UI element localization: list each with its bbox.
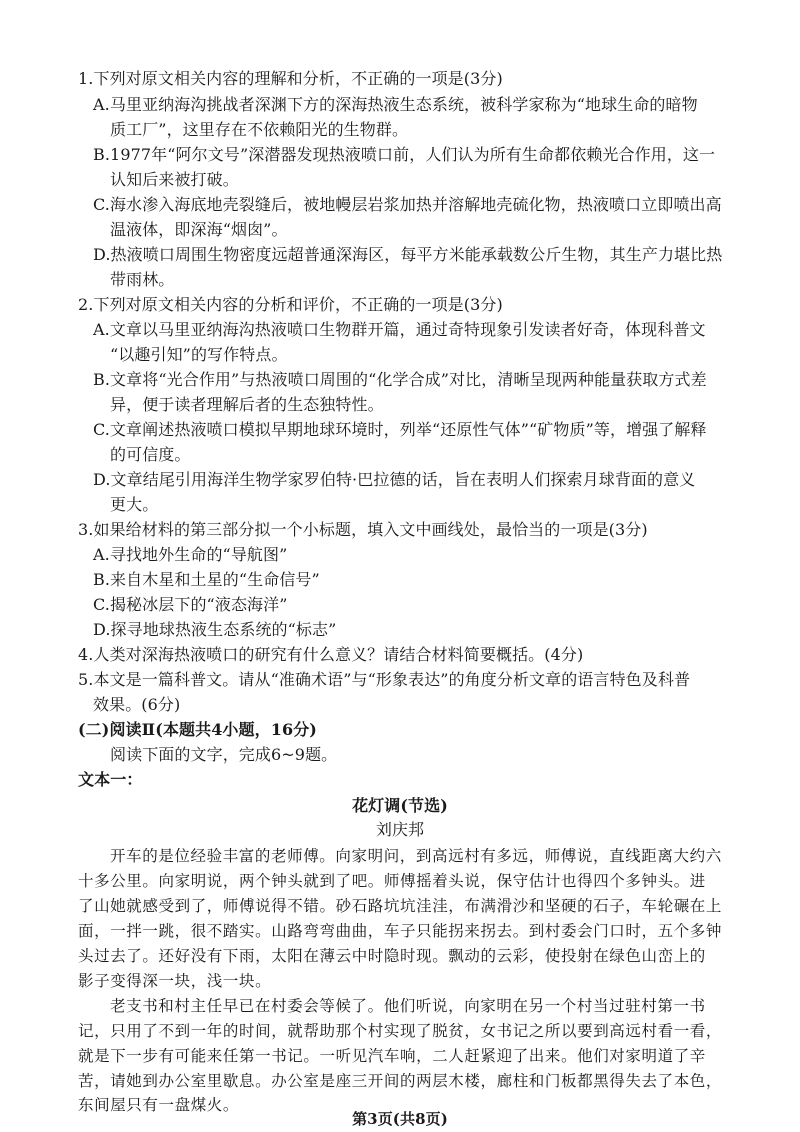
passage-paragraph1-line: 了山她就感受到了，师傅说得不错。砂石路坑坑洼洼，布满滑沙和坚硬的石子，车轮碾在上 <box>78 897 723 915</box>
q3-option-d: D.探寻地球热液生态系统的“标志” <box>93 620 337 639</box>
passage-paragraph1-line: 开车的是位经验丰富的老师傅。向家明问，到高远村有多远，师傅说，直线距离大约六 <box>110 847 722 865</box>
passage-author: 刘庆邦 <box>375 820 425 839</box>
q1-option-d-line2: 带雨林。 <box>110 270 175 289</box>
q2-option-d-line2: 更大。 <box>110 495 159 514</box>
passage-title: 花灯调(节选) <box>352 796 448 815</box>
q1-option-b-line2: 认知后来被打破。 <box>110 170 239 189</box>
q2-option-b-line1: B.文章将“光合作用”与热液喷口周围的“化学合成”对比，清晰呈现两种能量获取方式差 <box>93 370 707 389</box>
q1-option-d-line1: D.热液喷口周围生物密度远超普通深海区，每平方米能承载数公斤生物，其生产力堪比热 <box>93 245 723 264</box>
passage-paragraph1-line: 影子变得深一块，浅一块。 <box>78 972 272 990</box>
q2-option-b-line2: 异，便于读者理解后者的生态独特性。 <box>110 395 384 414</box>
q2-option-c-line1: C.文章阐述热液喷口模拟早期地球环境时，列举“还原性气体”“矿物质”等，增强了解释 <box>93 420 707 439</box>
q3-stem: 3.如果给材料的第三部分拟一个小标题，填入文中画线处，最恰当的一项是(3分) <box>78 520 648 539</box>
passage-paragraph2-line: 苦，请她到办公室里歇息。办公室是座三开间的两层木楼，廊柱和门板都黑得失去了本色， <box>78 1072 723 1090</box>
q2-option-c-line2: 的可信度。 <box>110 445 191 464</box>
passage-paragraph1-line: 十多公里。向家明说，两个钟头就到了吧。师傅摇着头说，保守估计也得四个多钟头。进 <box>78 872 706 890</box>
q1-option-b-line1: B.1977年“阿尔文号”深潜器发现热液喷口前，人们认为所有生命都依赖光合作用，这一 <box>93 145 716 164</box>
q1-option-c-line2: 温液体，即深海“烟囱”。 <box>110 220 288 239</box>
passage-paragraph1-line: 面，一拌一跳，很不踏实。山路弯弯曲曲，车子只能拐来拐去。到村委会门口时，五个多钟 <box>78 922 723 940</box>
q2-option-a-line2: “以趣引知”的写作特点。 <box>110 345 288 364</box>
text-one-label: 文本一： <box>78 770 143 789</box>
q2-option-d-line1: D.文章结尾引用海洋生物学家罗伯特·巴拉德的话，旨在表明人们探索月球背面的意义 <box>93 470 696 489</box>
passage-paragraph2-line: 就是下一步有可能来任第一书记。一听见汽车响，二人赶紧迎了出来。他们对家明道了辛 <box>78 1047 706 1065</box>
q3-option-b: B.来自木星和土星的“生命信号” <box>93 570 320 589</box>
passage-paragraph2-line: 东间屋只有一盘煤火。 <box>78 1096 240 1114</box>
q1-option-a-line1: A.马里亚纳海沟挑战者深渊下方的深海热液生态系统，被科学家称为“地球生命的暗物 <box>93 95 698 114</box>
q2-stem: 2.下列对原文相关内容的分析和评价，不正确的一项是(3分) <box>78 295 503 314</box>
passage-paragraph2-line: 记，只用了不到一年的时间，就帮助那个村实现了脱贫，女书记之所以要到高远村看一看， <box>78 1022 723 1040</box>
q1-stem: 1.下列对原文相关内容的理解和分析，不正确的一项是(3分) <box>78 69 503 88</box>
q3-option-a: A.寻找地外生命的“导航图” <box>93 545 288 564</box>
q3-option-c: C.揭秘冰层下的“液态海洋” <box>93 595 288 614</box>
passage-paragraph2-line: 老支书和村主任早已在村委会等候了。他们听说，向家明在另一个村当过驻村第一书 <box>110 997 706 1015</box>
q4-stem: 4.人类对深海热液喷口的研究有什么意义？请结合材料简要概括。(4分) <box>78 645 584 664</box>
passage-paragraph1-line: 头过去了。还好没有下雨，太阳在薄云中时隐时现。飘动的云彩，使投射在绿色山峦上的 <box>78 947 706 965</box>
q1-option-a-line2: 质工厂”，这里存在不依赖阳光的生物群。 <box>110 120 409 139</box>
q2-option-a-line1: A.文章以马里亚纳海沟热液喷口生物群开篇，通过奇特现象引发读者好奇，体现科普文 <box>93 320 706 339</box>
section-header: (二)阅读Ⅱ(本题共4小题，16分) <box>78 720 317 739</box>
section-instruction: 阅读下面的文字，完成6~9题。 <box>110 745 338 764</box>
q5-stem-line1: 5.本文是一篇科普文。请从“准确术语”与“形象表达”的角度分析文章的语言特色及科普 <box>78 670 691 689</box>
q5-stem-line2: 效果。(6分) <box>93 695 181 714</box>
page-number: 第3页(共8页) <box>352 1110 448 1128</box>
q1-option-c-line1: C.海水渗入海底地壳裂缝后，被地幔层岩浆加热并溶解地壳硫化物，热液喷口立即喷出高 <box>93 195 722 214</box>
